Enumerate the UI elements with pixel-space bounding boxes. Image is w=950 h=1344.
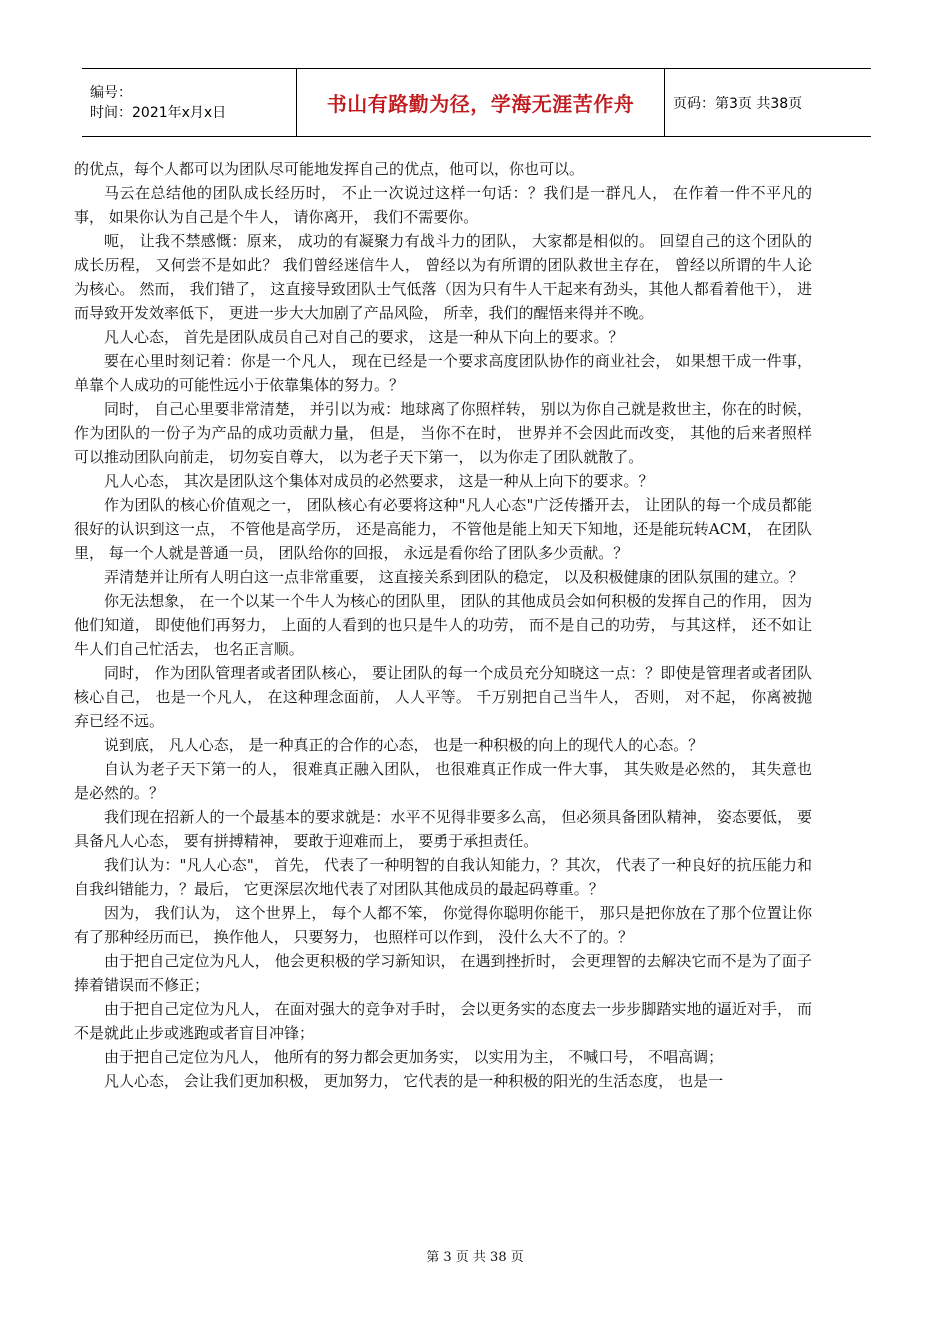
paragraph: 马云在总结他的团队成长经历时， 不止一次说过这样一句话：？我们是一群凡人， 在作着一件不平凡的事， 如果你认为自己是个牛人， 请你离开， 我们不需要你。 xyxy=(74,184,812,226)
paragraph: 同时， 自己心里要非常清楚， 并引以为戒：地球离了你照样转， 别以为你自己就是救世主，你在的时候， 作为团队的一份子为产品的成功贡献力量， 但是， 当你不在时， 世界并不会因此而改变， 其他的后来者照样可以推动团队向前走， 切勿妄自尊大， 以为老子天下第一， 以为你走了团队就散了。 xyxy=(74,400,812,466)
header-motto: 书山有路勤为径，学海无涯苦作舟 xyxy=(326,92,635,116)
paragraph: 凡人心态， 其次是团队这个集体对成员的必然要求， 这是一种从上向下的要求。？ xyxy=(104,472,654,490)
paragraph: 要在心里时刻记着：你是一个凡人， 现在已经是一个要求高度团队协作的商业社会， 如果想干成一件事， 单靠个人成功的可能性远小于依靠集体的努力。？ xyxy=(74,352,812,394)
paragraph: 你无法想象， 在一个以某一个牛人为核心的团队里， 团队的其他成员会如何积极的发挥自己的作用， 因为他们知道， 即使他们再努力， 上面的人看到的也只是牛人的功劳， 而不是自己的功劳， 与其这样， 还不如让牛人们自己忙活去， 也名正言顺。 xyxy=(74,592,812,658)
paragraph: 的优点，每个人都可以为团队尽可能地发挥自己的优点，他可以，你也可以。 xyxy=(74,160,585,178)
paragraph: 由于把自己定位为凡人， 他所有的努力都会更加务实， 以实用为主， 不喊口号， 不唱高调； xyxy=(104,1048,724,1066)
paragraph: 凡人心态， 会让我们更加积极， 更加努力， 它代表的是一种积极的阳光的生活态度， 也是一 xyxy=(104,1072,724,1090)
body-text xyxy=(74,157,812,1093)
paragraph: 呃， 让我不禁感慨：原来， 成功的有凝聚力有战斗力的团队， 大家都是相似的。 回望自己的这个团队的成长历程， 又何尝不是如此？ 我们曾经迷信牛人， 曾经以为有所谓的团队救世主存在， 曾经以所谓的牛人论为核心。 然而， 我们错了， 这直接导致团队士气低落（因为只有牛人干起来有劲头，其他人都看着他干）， 进而导致开发效率低下， 更进一步大大加剧了产品风险， 所幸，我们的醒悟来得并不晚。 xyxy=(74,232,812,322)
document-number-label: 编号： xyxy=(90,84,132,101)
header-meta xyxy=(82,69,297,137)
paragraph: 弄清楚并让所有人明白这一点非常重要， 这直接关系到团队的稳定， 以及积极健康的团队氛围的建立。？ xyxy=(104,568,804,586)
header-motto-cell xyxy=(297,69,665,137)
document-time-label: 时间：2021年x月x日 xyxy=(90,104,227,121)
paragraph: 由于把自己定位为凡人， 他会更积极的学习新知识， 在遇到挫折时， 会更理智的去解决它而不是为了面子捧着错误而不修正； xyxy=(74,952,812,994)
paragraph: 作为团队的核心价值观之一， 团队核心有必要将这种"凡人心态"广泛传播开去， 让团队的每一个成员都能很好的认识到这一点， 不管他是高学历， 还是高能力， 不管他是能上知天下知地，还是能玩转ACM， 在团队里， 每一个人就是普通一员， 团队给你的回报， 永远是看你给了团队多少贡献。？ xyxy=(74,496,812,562)
paragraph: 我们认为："凡人心态"， 首先， 代表了一种明智的自我认知能力，？其次， 代表了一种良好的抗压能力和自我纠错能力，？最后， 它更深层次地代表了对团队其他成员的最起码尊重。？ xyxy=(74,856,812,898)
paragraph: 因为， 我们认为， 这个世界上， 每个人都不笨， 你觉得你聪明你能干， 那只是把你放在了那个位置让你有了那种经历而已， 换作他人， 只要努力， 也照样可以作到， 没什么大不了的。？ xyxy=(74,904,812,946)
paragraph: 说到底， 凡人心态， 是一种真正的合作的心态， 也是一种积极的向上的现代人的心态。？ xyxy=(104,736,704,754)
paragraph: 由于把自己定位为凡人， 在面对强大的竞争对手时， 会以更务实的态度去一步步脚踏实地的逼近对手， 而不是就此止步或逃跑或者盲目冲锋； xyxy=(74,1000,812,1042)
header-page-info: 页码：第3页 共38页 xyxy=(673,95,803,112)
page-footer: 第 3 页 共 38 页 xyxy=(426,1250,524,1265)
paragraph: 自认为老子天下第一的人， 很难真正融入团队， 也很难真正作成一件大事， 其失败是必然的， 其失意也是必然的。？ xyxy=(74,760,812,802)
page-header xyxy=(82,68,871,137)
paragraph: 我们现在招新人的一个最基本的要求就是：水平不见得非要多么高， 但必须具备团队精神， 姿态要低， 要具备凡人心态， 要有拼搏精神， 要敢于迎难而上， 要勇于承担责任。 xyxy=(74,808,812,850)
paragraph: 凡人心态， 首先是团队成员自己对自己的要求， 这是一种从下向上的要求。？ xyxy=(104,328,624,346)
paragraph: 同时， 作为团队管理者或者团队核心， 要让团队的每一个成员充分知晓这一点：？即使是管理者或者团队核心自己， 也是一个凡人， 在这种理念面前， 人人平等。 千万别把自己当牛人， 否则， 对不起， 你离被抛弃已经不远。 xyxy=(74,664,812,730)
